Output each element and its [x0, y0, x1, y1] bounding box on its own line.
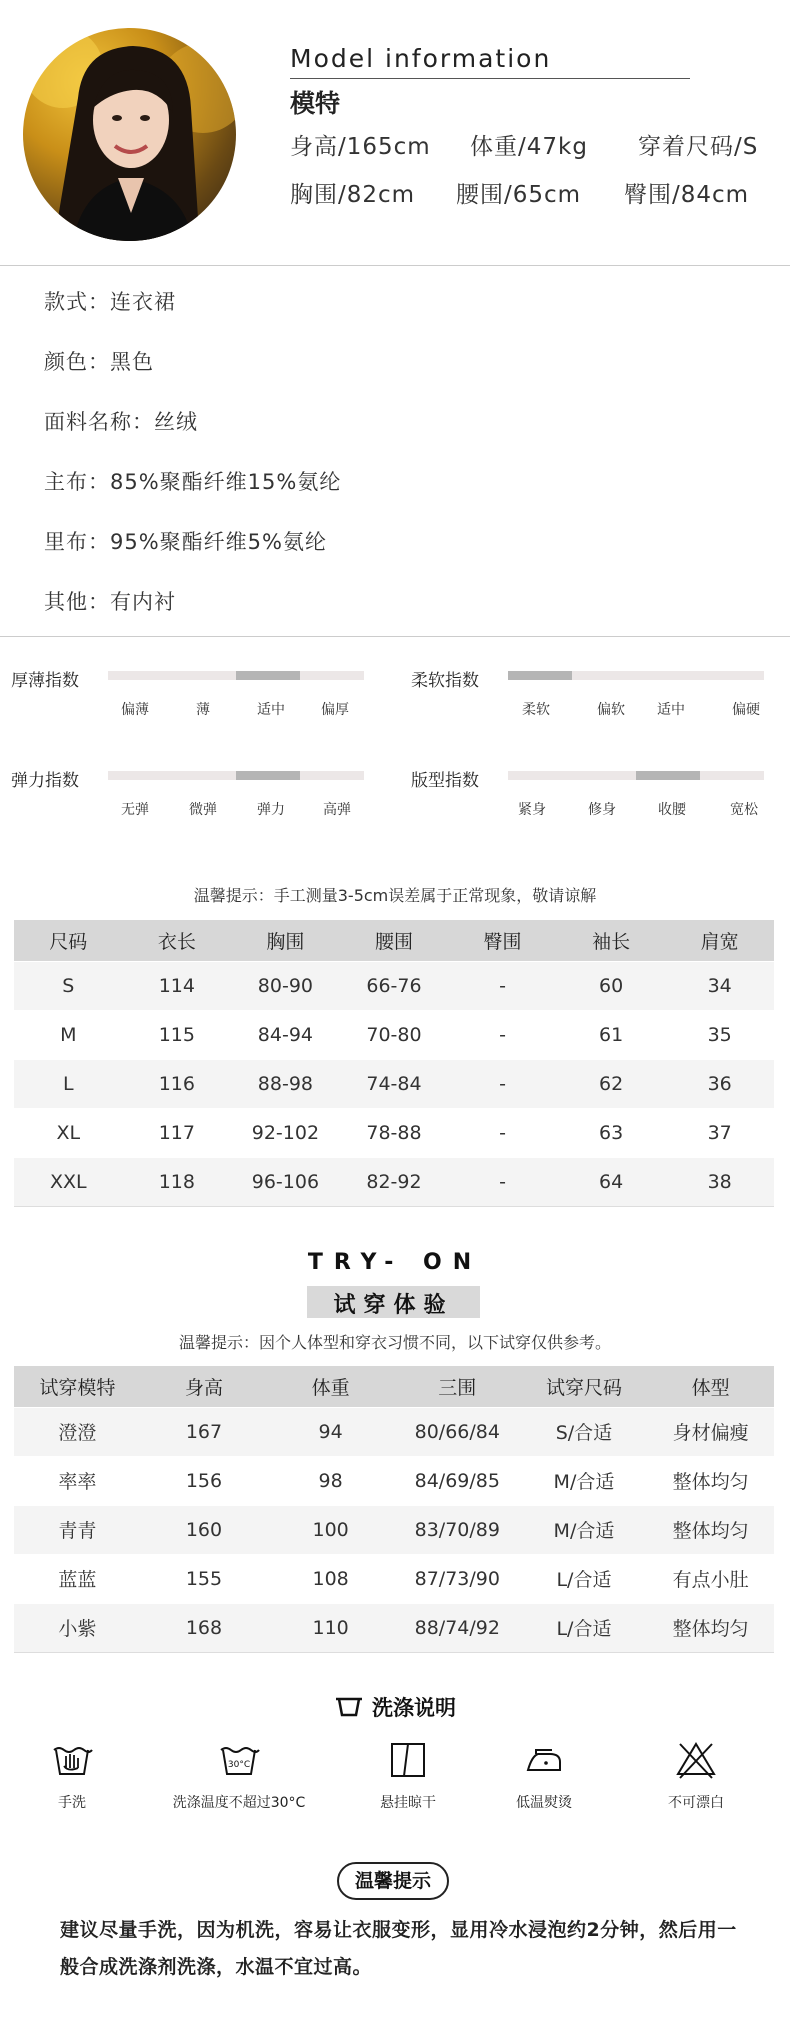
table-cell: 96-106: [231, 1157, 340, 1206]
size-header-cell: 胸围: [231, 920, 340, 961]
table-cell: 115: [123, 1010, 232, 1059]
tryon-title: TRY- ON: [307, 1250, 483, 1275]
table-cell: 84-94: [231, 1010, 340, 1059]
table-cell: 155: [141, 1554, 268, 1603]
table-cell: S: [14, 961, 123, 1010]
table-cell: XL: [14, 1108, 123, 1157]
index-fit-level: 紧身: [518, 802, 546, 818]
table-cell: 60: [557, 961, 666, 1010]
table-cell: L/合适: [521, 1603, 648, 1652]
table-cell: 74-84: [340, 1059, 449, 1108]
table-cell: XXL: [14, 1157, 123, 1206]
table-cell: 70-80: [340, 1010, 449, 1059]
table-cell: -: [448, 1108, 557, 1157]
table-cell: 88/74/92: [394, 1603, 521, 1652]
table-cell: 62: [557, 1059, 666, 1108]
wash-label-hand: 手洗: [58, 1795, 86, 1811]
hand-wash-icon: [50, 1740, 94, 1780]
table-cell: 整体均匀: [647, 1456, 774, 1505]
table-cell: M/合适: [521, 1505, 648, 1554]
table-row: [14, 961, 774, 1010]
table-cell: 蓝蓝: [14, 1554, 141, 1603]
table-cell: 63: [557, 1108, 666, 1157]
index-fit-level: 宽松: [730, 802, 758, 818]
no-bleach-icon: [674, 1740, 718, 1780]
wash-label-bleach: 不可漂白: [668, 1795, 724, 1811]
index-elasticity-label: 弹力指数: [11, 771, 79, 791]
size-header-cell: 衣长: [123, 920, 232, 961]
table-cell: 80/66/84: [394, 1407, 521, 1456]
index-thickness-fill: [236, 671, 300, 680]
table-cell: 整体均匀: [647, 1603, 774, 1652]
table-cell: 116: [123, 1059, 232, 1108]
spec-color: 颜色：黑色: [44, 350, 154, 374]
model-bust: 胸围/82cm: [290, 182, 416, 208]
spec-style: 款式：连衣裙: [44, 290, 176, 314]
index-softness-level: 偏硬: [732, 702, 760, 718]
index-elasticity-level: 微弹: [189, 802, 217, 818]
washing-title: [334, 1692, 456, 1722]
tryon-header-cell: 三围: [394, 1366, 521, 1407]
table-cell: 青青: [14, 1505, 141, 1554]
wash-tub-icon: [334, 1696, 364, 1718]
wash-label-temperature: 洗涤温度不超过30°C: [172, 1795, 306, 1811]
index-thickness-level: 适中: [257, 702, 285, 718]
index-softness-level: 偏软: [597, 702, 625, 718]
tryon-header-cell: 试穿尺码: [521, 1366, 648, 1407]
table-cell: 80-90: [231, 961, 340, 1010]
hang-dry-icon: [386, 1740, 430, 1780]
table-cell: 100: [267, 1505, 394, 1554]
table-cell: 61: [557, 1010, 666, 1059]
table-row: [14, 1505, 774, 1554]
table-cell: 118: [123, 1157, 232, 1206]
table-cell: -: [448, 1157, 557, 1206]
table-cell: 35: [665, 1010, 774, 1059]
size-table-header: [14, 920, 774, 961]
tryon-header-cell: 试穿模特: [14, 1366, 141, 1407]
table-cell: 率率: [14, 1456, 141, 1505]
table-cell: 92-102: [231, 1108, 340, 1157]
index-fit-track: [508, 771, 764, 780]
index-elasticity-track: [108, 771, 364, 780]
spec-main-cloth: 主布：85%聚酯纤维15%氨纶: [44, 470, 342, 494]
table-cell: 37: [665, 1108, 774, 1157]
model-title: Model information: [290, 44, 552, 73]
table-cell: -: [448, 1059, 557, 1108]
model-weight: 体重/47kg: [470, 134, 588, 160]
model-portrait-image: [23, 28, 236, 241]
table-row: [14, 1108, 774, 1157]
index-elasticity-level: 高弹: [323, 802, 351, 818]
index-thickness-label: 厚薄指数: [11, 671, 79, 691]
tips-text: 建议尽量手洗，因为机洗，容易让衣服变形，显用冷水浸泡约2分钟，然后用一般合成洗涤剂洗涤，水温不宜过高。: [60, 1919, 737, 1978]
table-cell: 110: [267, 1603, 394, 1652]
table-cell: L/合适: [521, 1554, 648, 1603]
index-softness-label: 柔软指数: [411, 671, 479, 691]
table-cell: 38: [665, 1157, 774, 1206]
washing-title-wrap: [0, 1692, 790, 1722]
table-cell: 88-98: [231, 1059, 340, 1108]
wash-item-bleach: [596, 1740, 790, 1812]
tryon-header-cell: 体重: [267, 1366, 394, 1407]
table-cell: 小紫: [14, 1603, 141, 1652]
table-cell: 澄澄: [14, 1407, 141, 1456]
table-cell: 108: [267, 1554, 394, 1603]
table-cell: 94: [267, 1407, 394, 1456]
table-cell: 160: [141, 1505, 268, 1554]
table-cell: 身材偏瘦: [647, 1407, 774, 1456]
tryon-table-header: [14, 1366, 774, 1407]
index-softness-level: 适中: [657, 702, 685, 718]
table-row: [14, 1059, 774, 1108]
table-cell: -: [448, 1010, 557, 1059]
model-waist: 腰围/65cm: [456, 182, 582, 208]
table-cell: 82-92: [340, 1157, 449, 1206]
size-header-cell: 袖长: [557, 920, 666, 961]
divider: [0, 636, 790, 637]
table-cell: M: [14, 1010, 123, 1059]
index-thickness-track: [108, 671, 364, 680]
index-elasticity-level: 无弹: [121, 802, 149, 818]
index-thickness-level: 薄: [196, 702, 210, 718]
table-cell: 117: [123, 1108, 232, 1157]
table-row: [14, 1554, 774, 1603]
table-cell: 168: [141, 1603, 268, 1652]
spec-lining: 里布：95%聚酯纤维5%氨纶: [44, 530, 327, 554]
table-cell: 有点小肚: [647, 1554, 774, 1603]
size-note: 温馨提示：手工测量3-5cm误差属于正常现象，敬请谅解: [193, 886, 597, 905]
model-title-rule: [290, 78, 690, 79]
index-softness-fill: [508, 671, 572, 680]
table-cell: S/合适: [521, 1407, 648, 1456]
table-cell: 84/69/85: [394, 1456, 521, 1505]
index-elasticity-fill: [236, 771, 300, 780]
index-thickness-level: 偏薄: [121, 702, 149, 718]
model-subtitle: 模特: [290, 89, 341, 118]
table-cell: 87/73/90: [394, 1554, 521, 1603]
table-cell: 78-88: [340, 1108, 449, 1157]
wash-label-iron: 低温熨烫: [516, 1795, 572, 1811]
table-cell: M/合适: [521, 1456, 648, 1505]
index-softness-track: [508, 671, 764, 680]
table-cell: -: [448, 961, 557, 1010]
model-hip: 臀围/84cm: [624, 182, 750, 208]
size-header-cell: 尺码: [14, 920, 123, 961]
spec-fabric: 面料名称：丝绒: [44, 410, 198, 434]
table-cell: 167: [141, 1407, 268, 1456]
wash-30-icon: [217, 1740, 261, 1780]
table-row: [14, 1407, 774, 1456]
table-cell: 34: [665, 961, 774, 1010]
tryon-subtitle: 试穿体验: [333, 1293, 454, 1318]
index-fit-level: 修身: [588, 802, 616, 818]
table-row: [14, 1456, 774, 1505]
tips-title: 温馨提示: [337, 1862, 449, 1900]
table-cell: 36: [665, 1059, 774, 1108]
table-row: [14, 1157, 774, 1206]
index-fit-label: 版型指数: [411, 771, 479, 791]
table-cell: 114: [123, 961, 232, 1010]
tryon-header-cell: 体型: [647, 1366, 774, 1407]
wash-temp-text: 30°C: [227, 1760, 251, 1770]
model-height: 身高/165cm: [290, 134, 431, 160]
index-fit-fill: [636, 771, 700, 780]
spec-other: 其他：有内衬: [44, 590, 176, 614]
table-cell: 98: [267, 1456, 394, 1505]
table-cell: 64: [557, 1157, 666, 1206]
table-cell: 83/70/89: [394, 1505, 521, 1554]
low-iron-icon: [522, 1740, 566, 1780]
tryon-note: 温馨提示：因个人体型和穿衣习惯不同，以下试穿仅供参考。: [178, 1333, 611, 1352]
table-cell: L: [14, 1059, 123, 1108]
model-info-section: [0, 0, 790, 264]
table-row: [14, 1010, 774, 1059]
tryon-header-cell: 身高: [141, 1366, 268, 1407]
size-table: [14, 920, 774, 1207]
tryon-table: [14, 1366, 774, 1653]
table-cell: 66-76: [340, 961, 449, 1010]
size-header-cell: 臀围: [448, 920, 557, 961]
index-fit-level: 收腰: [658, 802, 686, 818]
index-thickness-level: 偏厚: [321, 702, 349, 718]
table-cell: 156: [141, 1456, 268, 1505]
index-softness-level: 柔软: [522, 702, 550, 718]
size-header-cell: 肩宽: [665, 920, 774, 961]
model-avatar: [23, 28, 236, 241]
table-cell: 整体均匀: [647, 1505, 774, 1554]
model-size: 穿着尺码/S: [638, 134, 759, 160]
index-elasticity-level: 弹力: [257, 802, 285, 818]
divider: [0, 265, 790, 266]
wash-label-hang: 悬挂晾干: [380, 1795, 436, 1811]
size-header-cell: 腰围: [340, 920, 449, 961]
table-row: [14, 1603, 774, 1652]
washing-title-text: 洗涤说明: [372, 1696, 456, 1720]
